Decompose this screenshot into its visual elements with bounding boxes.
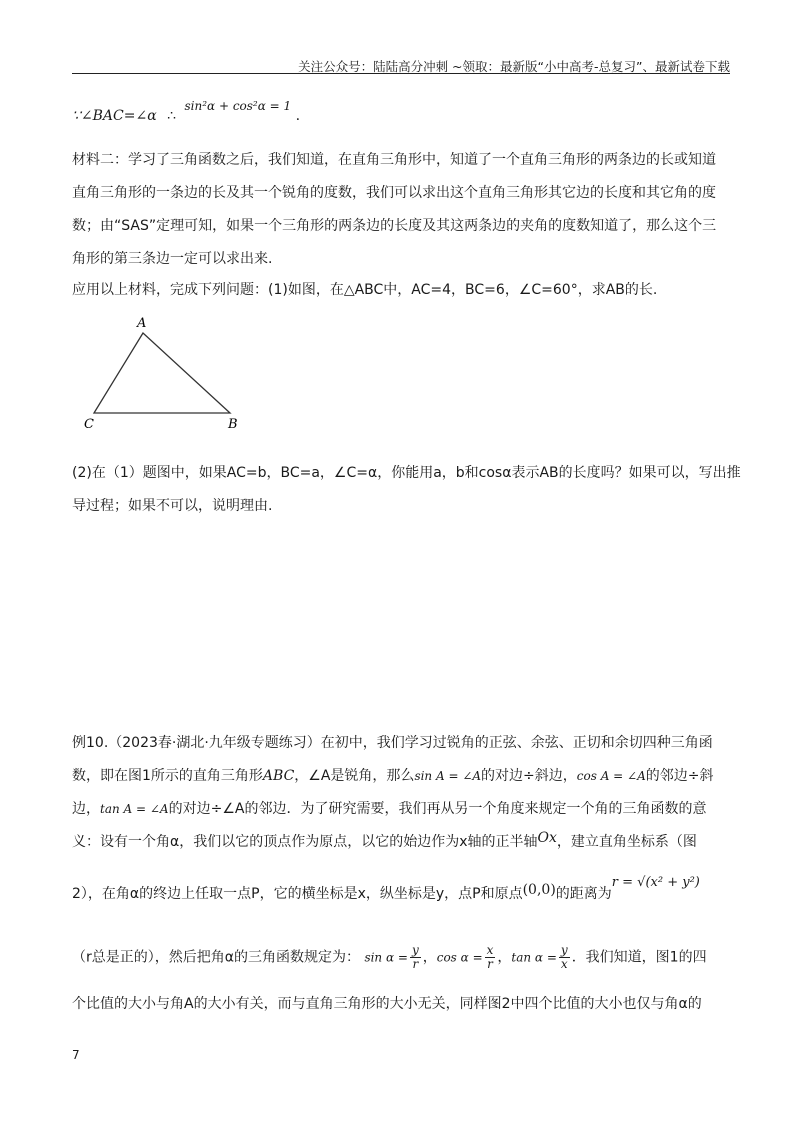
- cos-lhs: cos α =: [436, 950, 483, 965]
- material2-line4: 角形的第三条边一定可以求出来.: [72, 251, 273, 267]
- question2-line2: 导过程；如果不可以，说明理由.: [72, 498, 273, 514]
- example10-line1: 例10.（2023春·湖北·九年级专题练习）在初中，我们学习过锐角的正弦、余弦、正切和余切四种三角函: [72, 735, 713, 751]
- sin-fraction: $\frac{y}{r}$: [411, 943, 419, 971]
- cos-def: cos A = ∠A: [576, 769, 646, 783]
- ox-axis: Ox: [537, 830, 557, 846]
- example10-line5: 2），在角α的终边上任取一点P，它的横坐标是x，纵坐标是y，点P和原点(0,0)的距离为r = √(x² + y²): [72, 875, 700, 902]
- distance-formula: r = √(x² + y²): [611, 875, 700, 890]
- page-number: 7: [72, 1048, 80, 1062]
- header-rule: [72, 73, 730, 74]
- material2-line3: 数；由“SAS”定理可知，如果一个三角形的两条边的长度及其这两条边的夹角的度数知道了，那么这个三: [72, 218, 717, 234]
- example10-line6: （r总是正的），然后把角α的三角函数规定为： sin α = $\frac{y}{r}$ ，cos α = $\frac{x}{r}$ ，tan α = $\frac{y}{x}$ ．我们知道，图1的四: [72, 943, 707, 971]
- tan-lhs: tan α =: [511, 950, 557, 965]
- vertex-label-b: B: [228, 417, 238, 432]
- origin-point: (0,0): [522, 882, 556, 898]
- vertex-label-a: A: [137, 316, 147, 331]
- cos-fraction: $\frac{x}{r}$: [486, 943, 494, 971]
- example10-line4: 义：设有一个角α，我们以它的顶点作为原点，以它的始边作为x轴的正半轴Ox，建立直角坐标系（图: [72, 830, 697, 850]
- formula-period: .: [295, 108, 301, 124]
- triangle-figure: [80, 312, 250, 434]
- example10-line7: 个比值的大小与角A的大小有关，而与直角三角形的大小无关，同样图2中四个比值的大小也仅与角α的: [72, 996, 702, 1012]
- sin-lhs: sin α =: [364, 950, 408, 965]
- vertex-label-c: C: [84, 417, 94, 432]
- triangle-abc: [94, 333, 230, 413]
- example10-line2: 数，即在图1所示的直角三角形ABC，∠A是锐角，那么sin A = ∠A的对边÷斜边，cos A = ∠A的邻边÷斜: [72, 768, 714, 784]
- identity-formula: sin²α + cos²α = 1: [184, 99, 292, 113]
- material2-line2: 直角三角形的一条边的长及其一个锐角的度数，我们可以求出这个直角三角形其它边的长度和其它角的度: [72, 185, 716, 201]
- question2-line1: (2)在（1）题图中，如果AC=b，BC=a，∠C=α，你能用a，b和cosα表示AB的长度吗？如果可以，写出推: [72, 465, 741, 481]
- triangle-abc-name: ABC: [262, 768, 295, 784]
- therefore-symbol: ∴: [167, 108, 177, 124]
- tan-def: tan A = ∠A: [100, 802, 169, 816]
- because-statement: ∵∠BAC=∠α: [72, 108, 157, 124]
- page-header: 关注公众号：陆陆高分冲刺 ~领取：最新版“小中高考-总复习”、最新试卷下载: [298, 59, 730, 74]
- question1-text: 应用以上材料，完成下列问题：(1)如图，在△ABC中，AC=4，BC=6，∠C=60°，求AB的长.: [72, 282, 658, 298]
- tan-fraction: $\frac{y}{x}$: [560, 943, 568, 971]
- material2-line1: 材料二：学习了三角函数之后，我们知道，在直角三角形中，知道了一个直角三角形的两条边的长或知道: [72, 152, 716, 168]
- sin-def: sin A = ∠A: [414, 769, 482, 783]
- formula-line: [72, 99, 301, 126]
- example10-line3: 边，tan A = ∠A的对边÷∠A的邻边．为了研究需要，我们再从另一个角度来规定一个角的三角函数的意: [72, 801, 707, 817]
